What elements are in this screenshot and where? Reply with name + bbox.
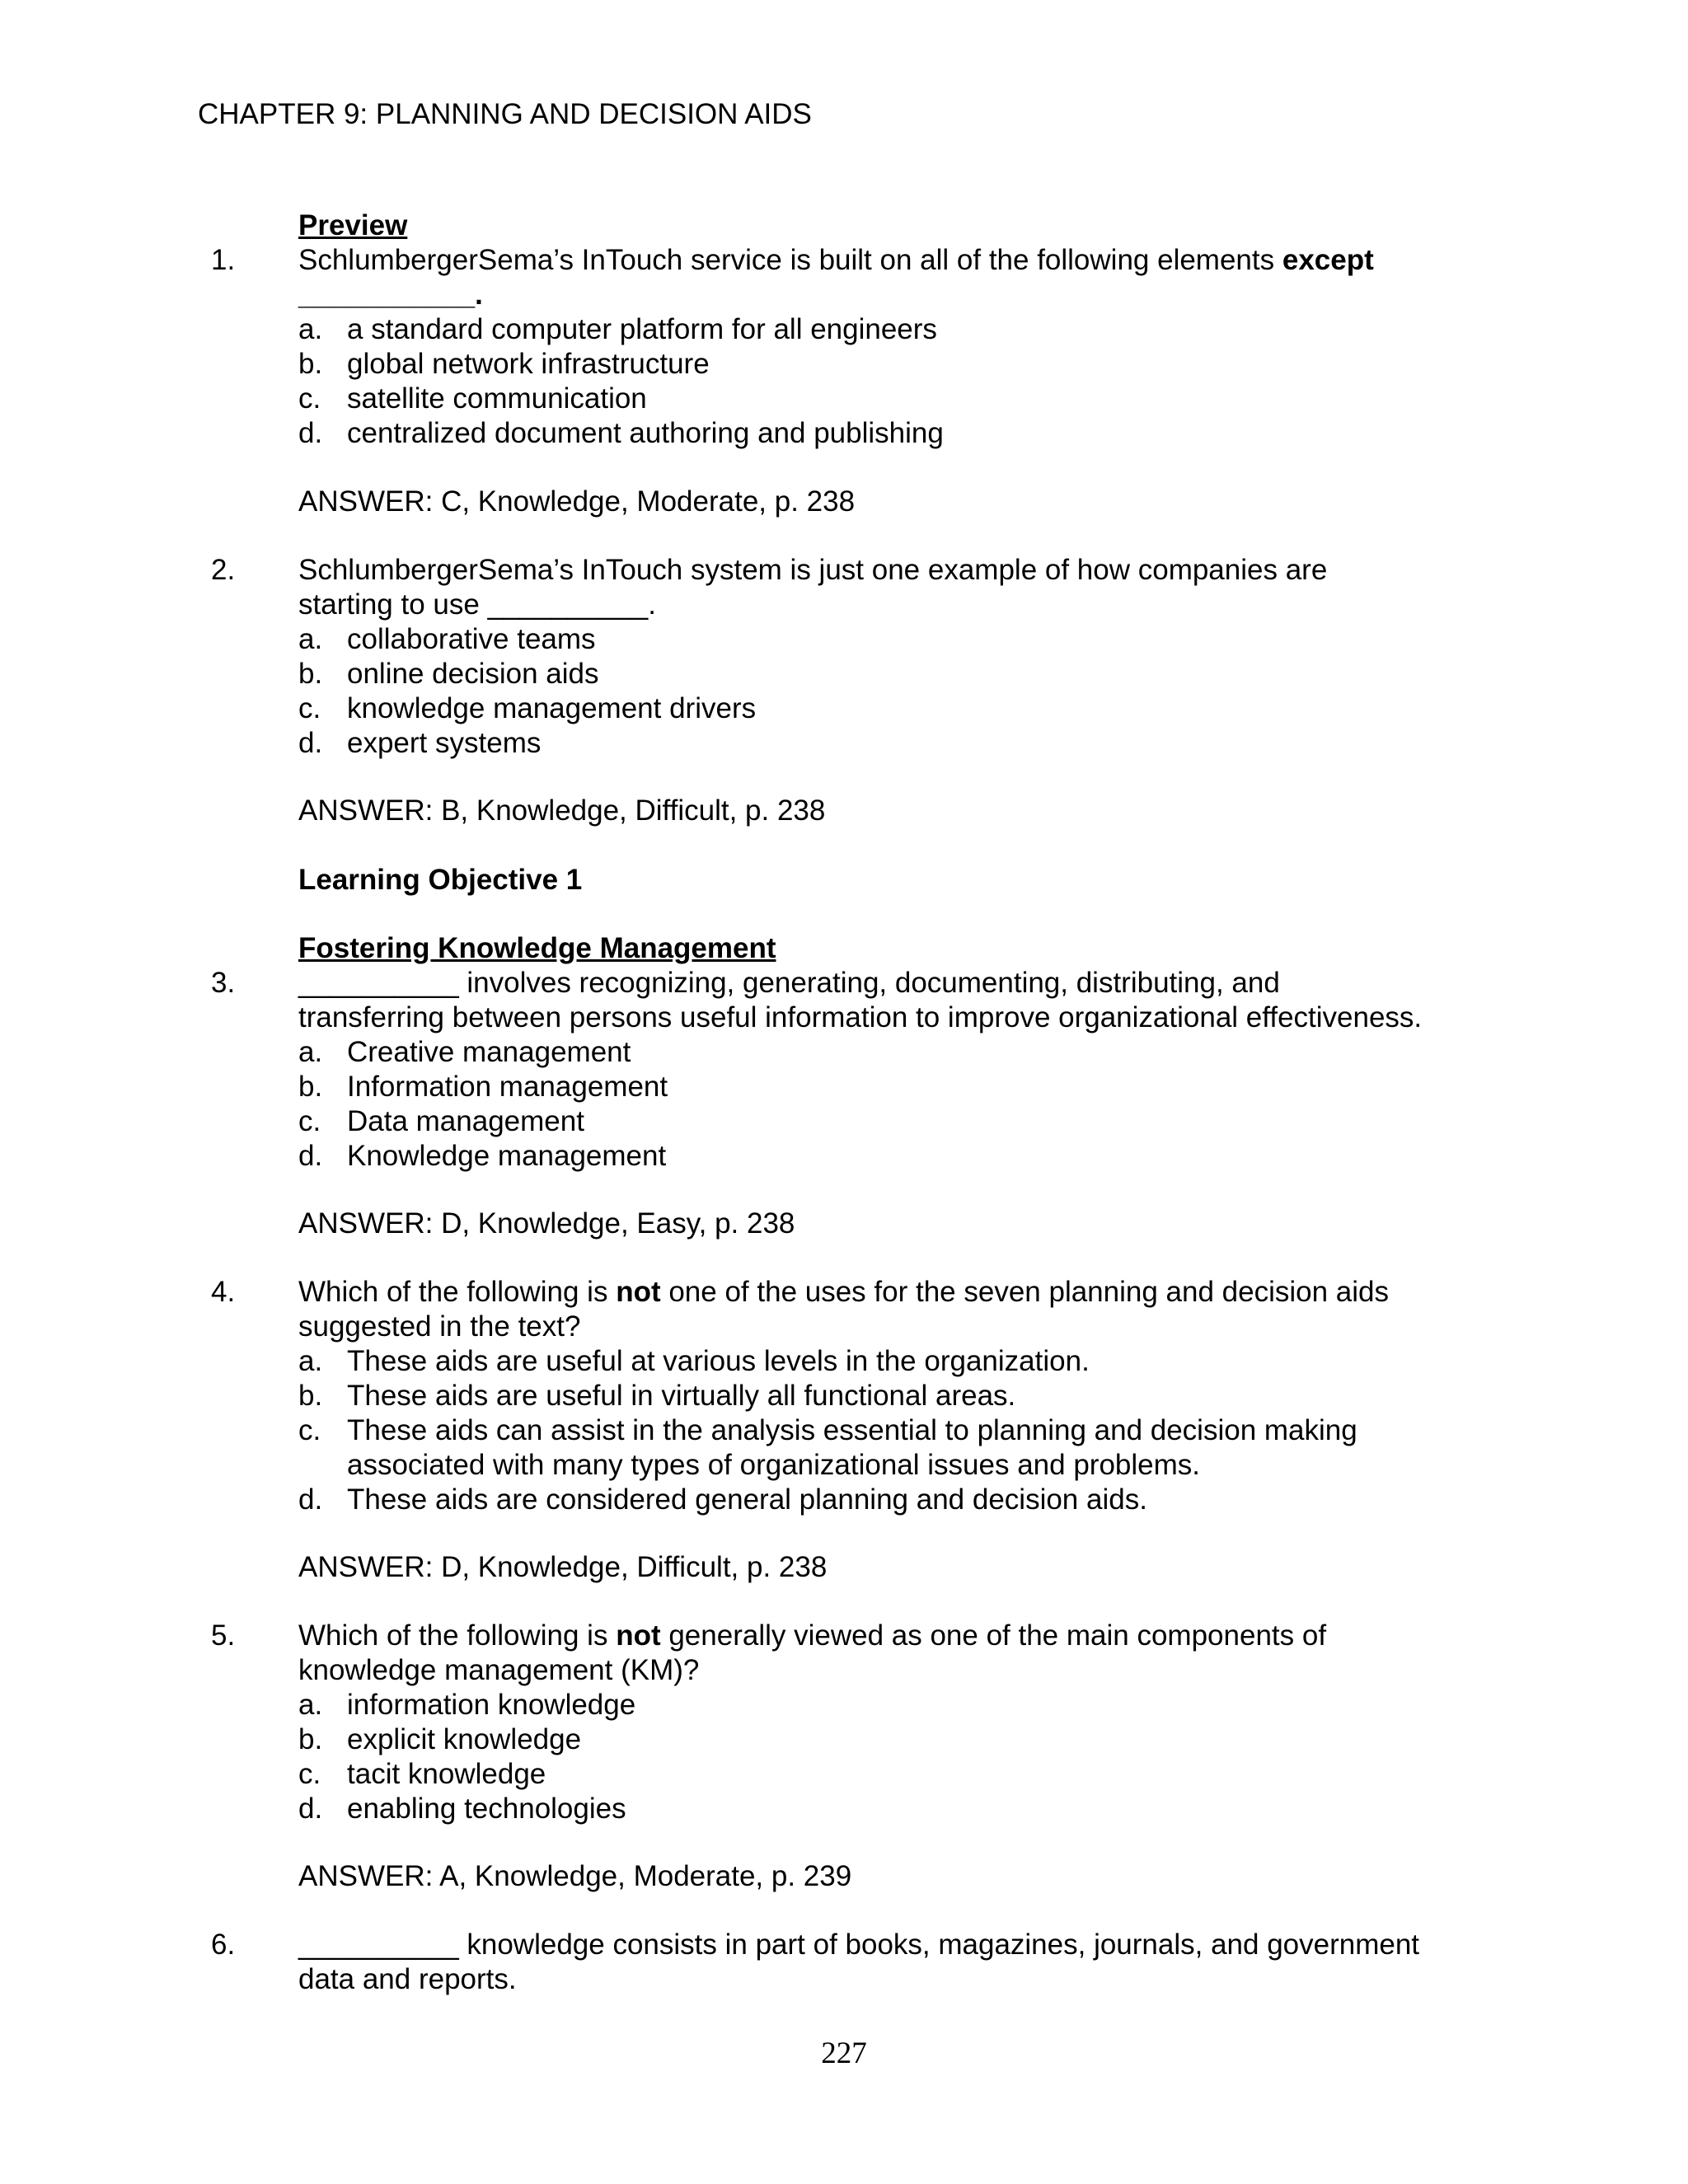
option-text-continued: associated with many types of organizational issues and problems. <box>347 1449 1200 1481</box>
question-6-stem-line1: __________ knowledge consists in part of books, magazines, journals, and government <box>298 1929 1420 1961</box>
question-1-answer: ANSWER: C, Knowledge, Moderate, p. 238 <box>298 485 856 518</box>
question-2-number: 2. <box>211 554 236 586</box>
question-5-number: 5. <box>211 1619 236 1652</box>
option-letter: c. <box>298 692 321 724</box>
question-5-answer: ANSWER: A, Knowledge, Moderate, p. 239 <box>298 1860 852 1892</box>
chapter-title: CHAPTER 9: PLANNING AND DECISION AIDS <box>198 98 812 130</box>
option-text: collaborative teams <box>347 623 596 655</box>
learning-objective-heading: Learning Objective 1 <box>298 864 583 896</box>
option-text: explicit knowledge <box>347 1723 582 1755</box>
option-text: information knowledge <box>347 1689 636 1721</box>
option-text: These aids can assist in the analysis essential to planning and decision making <box>347 1414 1357 1446</box>
option-letter: d. <box>298 1140 323 1172</box>
question-5-stem-line1: Which of the following is not generally viewed as one of the main components of <box>298 1619 1327 1652</box>
question-2-stem-line1: SchlumbergerSema’s InTouch system is just one example of how companies are <box>298 554 1328 586</box>
question-1-blank: ___________. <box>298 279 483 311</box>
option-text: Knowledge management <box>347 1140 667 1172</box>
option-text: knowledge management drivers <box>347 692 757 724</box>
option-letter: d. <box>298 727 323 759</box>
option-letter: b. <box>298 348 323 380</box>
question-2-stem-line2: starting to use __________. <box>298 588 656 621</box>
option-text: Creative management <box>347 1036 631 1068</box>
emphasis-not: not <box>616 1276 661 1308</box>
option-letter: c. <box>298 1105 321 1137</box>
option-letter: c. <box>298 382 321 415</box>
option-text: These aids are considered general planning and decision aids. <box>347 1483 1147 1516</box>
question-3-number: 3. <box>211 967 236 999</box>
option-letter: d. <box>298 1483 323 1516</box>
page-number: 227 <box>821 2036 867 2070</box>
option-text: tacit knowledge <box>347 1758 546 1790</box>
question-3-answer: ANSWER: D, Knowledge, Easy, p. 238 <box>298 1207 795 1240</box>
question-4-number: 4. <box>211 1276 236 1308</box>
option-letter: a. <box>298 1345 323 1377</box>
question-4-stem-line2: suggested in the text? <box>298 1310 581 1343</box>
question-1-number: 1. <box>211 244 236 276</box>
option-letter: b. <box>298 1380 323 1412</box>
option-text: These aids are useful in virtually all functional areas. <box>347 1380 1016 1412</box>
question-3-stem-line1: __________ involves recognizing, generating, documenting, distributing, and <box>298 967 1280 999</box>
question-4-answer: ANSWER: D, Knowledge, Difficult, p. 238 <box>298 1551 828 1583</box>
option-text: satellite communication <box>347 382 647 415</box>
emphasis-except: except <box>1282 244 1374 276</box>
option-letter: d. <box>298 1793 323 1825</box>
option-text: online decision aids <box>347 658 599 690</box>
option-text: Information management <box>347 1071 668 1103</box>
option-letter: a. <box>298 1689 323 1721</box>
option-letter: a. <box>298 313 323 345</box>
option-text: global network infrastructure <box>347 348 710 380</box>
option-letter: b. <box>298 1071 323 1103</box>
section-heading-fostering-km: Fostering Knowledge Management <box>298 932 776 964</box>
option-text: These aids are useful at various levels in the organization. <box>347 1345 1090 1377</box>
option-text: Data management <box>347 1105 584 1137</box>
question-5-stem-line2: knowledge management (KM)? <box>298 1654 700 1686</box>
emphasis-not: not <box>616 1619 661 1652</box>
option-text: enabling technologies <box>347 1793 626 1825</box>
option-letter: c. <box>298 1758 321 1790</box>
section-heading-preview: Preview <box>298 209 408 241</box>
option-letter: c. <box>298 1414 321 1446</box>
option-letter: b. <box>298 658 323 690</box>
option-letter: a. <box>298 623 323 655</box>
question-6-stem-line2: data and reports. <box>298 1963 517 1995</box>
option-text: expert systems <box>347 727 542 759</box>
question-4-stem-line1: Which of the following is not one of the uses for the seven planning and decision aids <box>298 1276 1390 1308</box>
question-6-number: 6. <box>211 1929 236 1961</box>
option-letter: b. <box>298 1723 323 1755</box>
option-letter: d. <box>298 417 323 449</box>
option-text: a standard computer platform for all engineers <box>347 313 937 345</box>
question-1-stem: SchlumbergerSema’s InTouch service is built on all of the following elements except <box>298 244 1374 276</box>
option-letter: a. <box>298 1036 323 1068</box>
option-text: centralized document authoring and publishing <box>347 417 944 449</box>
question-2-answer: ANSWER: B, Knowledge, Difficult, p. 238 <box>298 794 826 827</box>
question-3-stem-line2: transferring between persons useful information to improve organizational effectiveness. <box>298 1001 1423 1033</box>
